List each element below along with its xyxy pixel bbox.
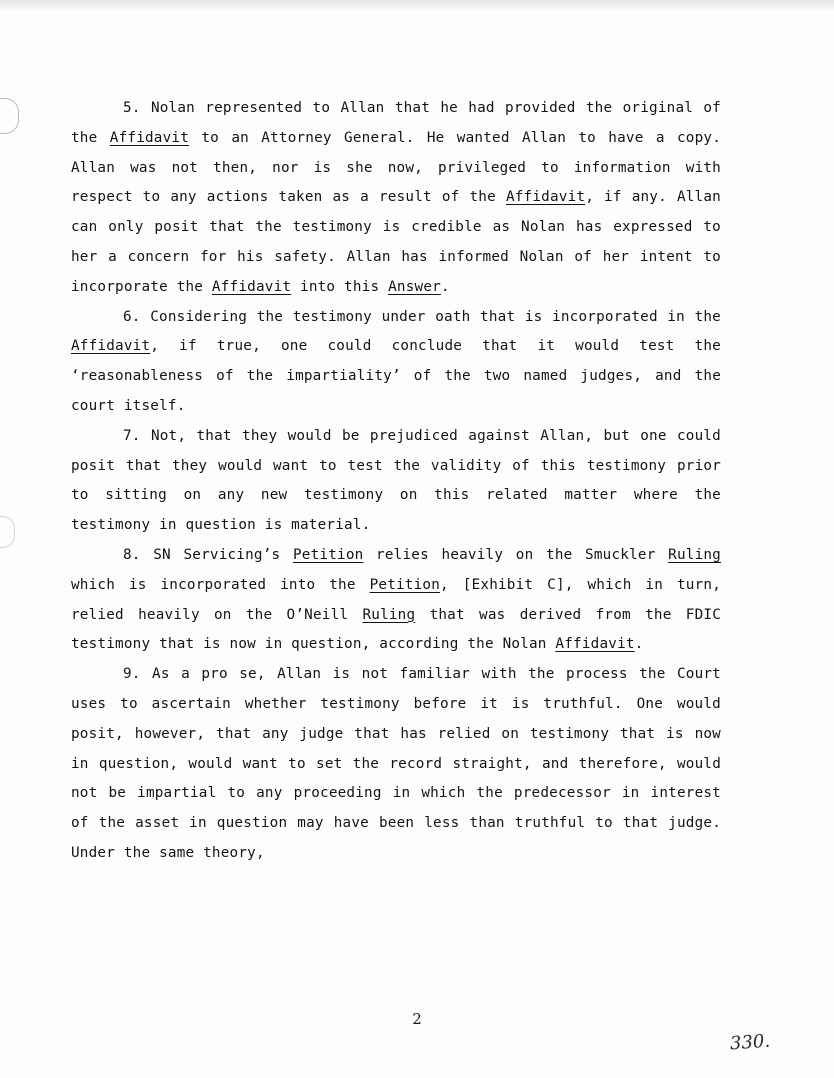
text-run: 5. Nolan represented to Allan that he had provided the original of the — [71, 100, 721, 146]
text-run: . — [440, 278, 450, 295]
text-run: into this — [291, 278, 389, 295]
text-run: 8. SN Servicing’s — [123, 546, 293, 563]
handwritten-page-stamp: 330. — [729, 1030, 771, 1055]
document-body — [71, 94, 721, 869]
paragraph-p6 — [71, 303, 721, 422]
page-number: 2 — [412, 1010, 422, 1028]
text-run: . — [634, 636, 644, 653]
text-run: , if any. Allan can only posit that the testimony is credible as Nolan has expressed to her a concern for his safety. Allan has informed Nolan of her intent to incorporate the — [71, 189, 721, 295]
underlined-term: Affidavit — [555, 636, 635, 653]
paragraph-p8 — [71, 541, 721, 660]
underlined-term: Answer — [388, 278, 441, 295]
text-run: that was derived from the FDIC testimony that is now in question, according the Nolan — [71, 606, 722, 653]
underlined-term: Ruling — [668, 546, 721, 563]
hole-punch-mark — [0, 516, 15, 548]
underlined-term: Petition — [369, 576, 441, 593]
underlined-term: Affidavit — [109, 129, 190, 146]
text-run: , if true, one could conclude that it would test the ‘reasonableness of the impartiality’ of the two named judges, and the court itself. — [71, 338, 721, 414]
scan-edge-shadow — [0, 0, 834, 12]
paragraph-p5 — [71, 94, 721, 303]
underlined-term: Ruling — [362, 606, 416, 623]
hole-punch-mark — [0, 98, 19, 134]
text-run: which is incorporated into the — [71, 576, 370, 593]
underlined-term: Affidavit — [71, 338, 151, 355]
text-run: , [Exhibit C], which in turn, relied heavily on the O’Neill — [71, 576, 722, 623]
underlined-term: Affidavit — [505, 189, 586, 206]
text-run: 6. Considering the testimony under oath that is incorporated in the — [123, 308, 721, 325]
underlined-term: Affidavit — [211, 278, 292, 295]
text-run: 9. As a pro se, Allan is not familiar with the process the Court uses to ascertain whether testimony before it is truthful. One would posit, however, that any judge that has relied on testimony that is now in question, would want to set the record straight, and therefore, would not be impartial to any proceeding in which the predecessor in interest of the asset in question may have been less than truthful to that judge. Under the same theory, — [71, 666, 721, 861]
underlined-term: Petition — [292, 546, 364, 563]
text-run: relies heavily on the Smuckler — [363, 546, 669, 563]
text-run: to an Attorney General. He wanted Allan to have a copy. Allan was not then, nor is she now, privileged to information with respect to any actions taken as a result of the — [71, 129, 722, 206]
text-run: 7. Not, that they would be prejudiced against Allan, but one could posit that they would want to test the validity of this testimony prior to sitting on any new testimony on this related matter where the testimony in question is material. — [71, 427, 721, 534]
paragraph-p9 — [71, 660, 721, 869]
paragraph-p7 — [71, 422, 721, 541]
